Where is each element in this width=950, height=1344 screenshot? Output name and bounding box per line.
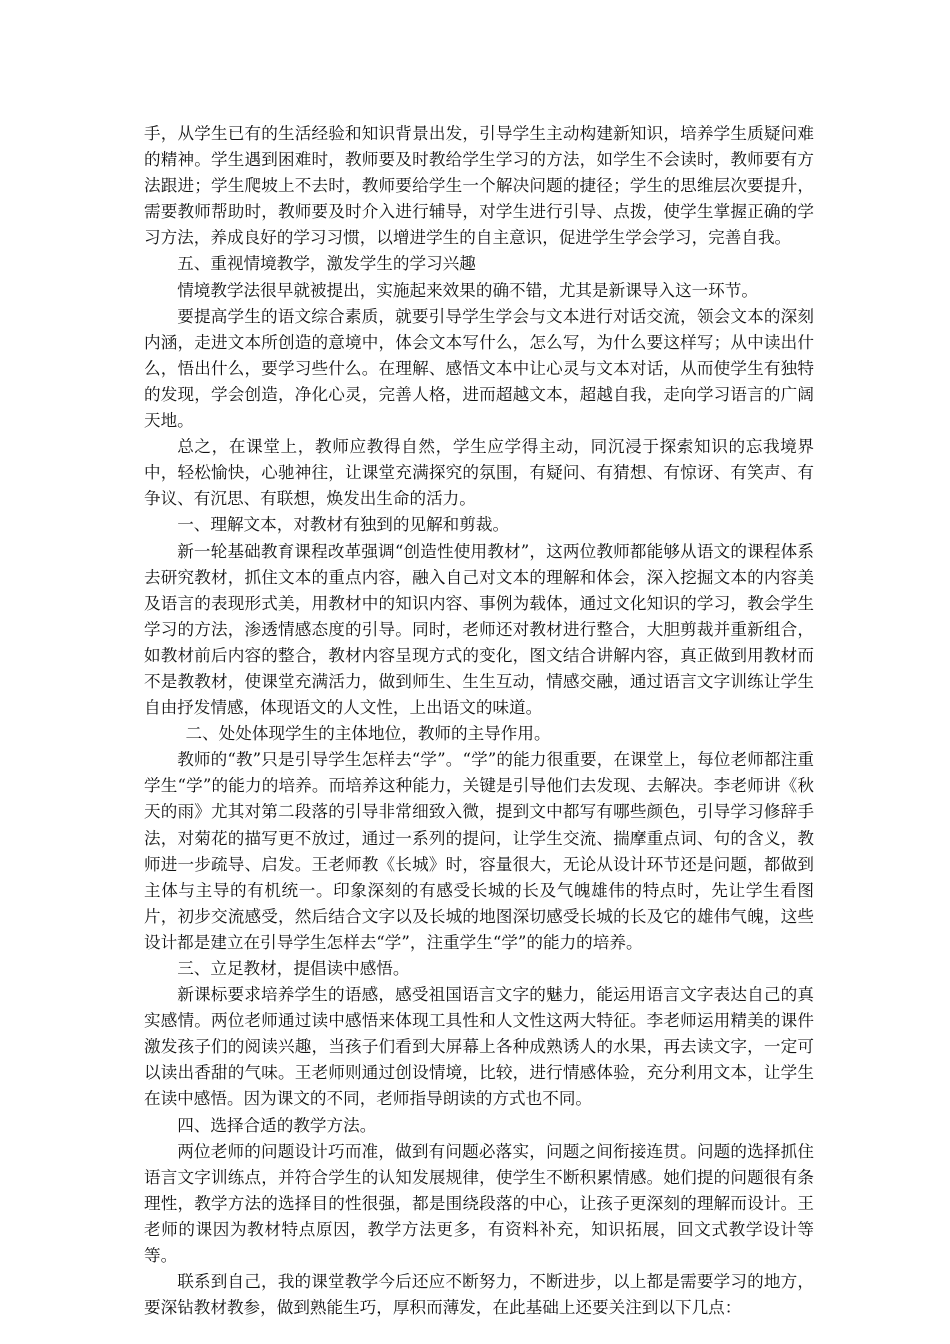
paragraph-language-literacy: 要提高学生的语文综合素质，就要引导学生学会与文本进行对话交流，领会文本的深刻内涵，走进文本所创造的意境中，体会文本写什么，怎么写，为什么要这样写；从中读出什么，悟出什么，要学习些什么。在理解、感悟文本中让心灵与文本对话，从而使学生有独特的发现，学会创造，净化心灵，完善人格，进而超越文本，超越自我，走向学习语言的广阔天地。 — [144, 306, 814, 431]
document-body — [144, 121, 814, 1321]
heading-teaching-methods: 四、选择合适的教学方法。 — [177, 1115, 377, 1135]
heading-situational-teaching: 五、重视情境教学，激发学生的学习兴趣 — [177, 254, 476, 274]
paragraph-summary: 总之，在课堂上，教师应教得自然，学生应学得主动，同沉浸于探索知识的忘我境界中，轻松愉快，心驰神往，让课堂充满探究的氛围，有疑问、有猜想、有惊讶、有笑声、有争议、有沉思、有联想，焕发出生命的活力。 — [144, 437, 814, 509]
heading-student-subject-role: 二、处处体现学生的主体地位，教师的主导作用。 — [185, 724, 551, 744]
heading-reading-comprehension: 三、立足教材，提倡读中感悟。 — [177, 959, 410, 978]
heading-understand-text: 一、理解文本，对教材有独到的见解和剪裁。 — [177, 515, 510, 535]
paragraph-self-reflection: 联系到自己，我的课堂教学今后还应不断努力，不断进步，以上都是需要学习的地方，要深钻教材教参，做到熟能生巧，厚积而薄发，在此基础上还要关注到以下几点： — [144, 1272, 814, 1318]
paragraph-creative-use-of-textbook: 新一轮基础教育课程改革强调“创造性使用教材”，这两位教师都能够从语文的课程体系去研究教材，抓住文本的重点内容，融入自己对文本的理解和体会，深入挖掘文本的内容美及语言的表现形式美，用教材中的知识内容、事例为载体，通过文化知识的学习，教会学生学习的方法，渗透情感态度的引导。同时，老师还对教材进行整合，大胆剪裁并重新组合，如教材前后内容的整合，教材内容呈现方式的变化，图文结合讲解内容，真正做到用教材而不是教教材，使课堂充满活力，做到师生、生生互动，情感交融，通过语言文字训练让学生自由抒发情感，体现语文的人文性，上出语文的味道。 — [144, 541, 814, 718]
paragraph-situational-method: 情境教学法很早就被提出，实施起来效果的确不错，尤其是新课导入这一环节。 — [177, 280, 758, 300]
paragraph-teaching-learning: 教师的“教”只是引导学生怎样去“学”。“学”的能力很重要，在课堂上，每位老师都注重学生“学”的能力的培养。而培养这种能力，关键是引导他们去发现、去解决。李老师讲《秋天的雨》尤其对第二段落的引导非常细致入微，提到文中都写有哪些颜色，引导学习修辞手法，对菊花的描写更不放过，通过一系列的提问，让学生交流、揣摩重点词、句的含义，教师进一步疏导、启发。王老师教《长城》时，容量很大，无论从设计环节还是问题，都做到主体与主导的有机统一。印象深刻的有感受长城的长及气魄雄伟的特点时，先让学生看图片，初步交流感受，然后结合文字以及长城的地图深切感受长城的长及它的雄伟气魄，这些设计都是建立在引导学生怎样去“学”，注重学生“学”的能力的培养。 — [144, 750, 814, 952]
paragraph-question-design: 两位老师的问题设计巧而准，做到有问题必落实，问题之间衔接连贯。问题的选择抓住语言文字训练点，并符合学生的认知发展规律，使学生不断积累情感。她们提的问题很有条理性，教学方法的选择目的性很强，都是围绕段落的中心，让孩子更深刻的理解而设计。王老师的课因为教材特点原因，教学方法更多，有资料补充，知识拓展，回文式教学设计等等。 — [144, 1141, 814, 1266]
paragraph-continuation: 手，从学生已有的生活经验和知识背景出发，引导学生主动构建新知识，培养学生质疑问难的精神。学生遇到困难时，教师要及时教给学生学习的方法，如学生不会读时，教师要有方法跟进；学生爬坡上不去时，教师要给学生一个解决问题的捷径；学生的思维层次要提升，需要教师帮助时，教师要及时介入进行辅导，对学生进行引导、点拨，使学生掌握正确的学习方法，养成良好的学习习惯，以增进学生的自主意识，促进学生学会学习，完善自我。 — [144, 124, 814, 248]
paragraph-language-sense: 新课标要求培养学生的语感，感受祖国语言文字的魅力，能运用语言文字表达自己的真实感情。两位老师通过读中感悟来体现工具性和人文性这两大特征。李老师运用精美的课件激发孩子们的阅读兴趣，当孩子们看到大屏幕上各种成熟诱人的水果，再去读文字，一定可以读出香甜的气味。王老师则通过创设情境，比较，进行情感体验，充分利用文本，让学生在读中感悟。因为课文的不同，老师指导朗读的方式也不同。 — [144, 985, 814, 1109]
